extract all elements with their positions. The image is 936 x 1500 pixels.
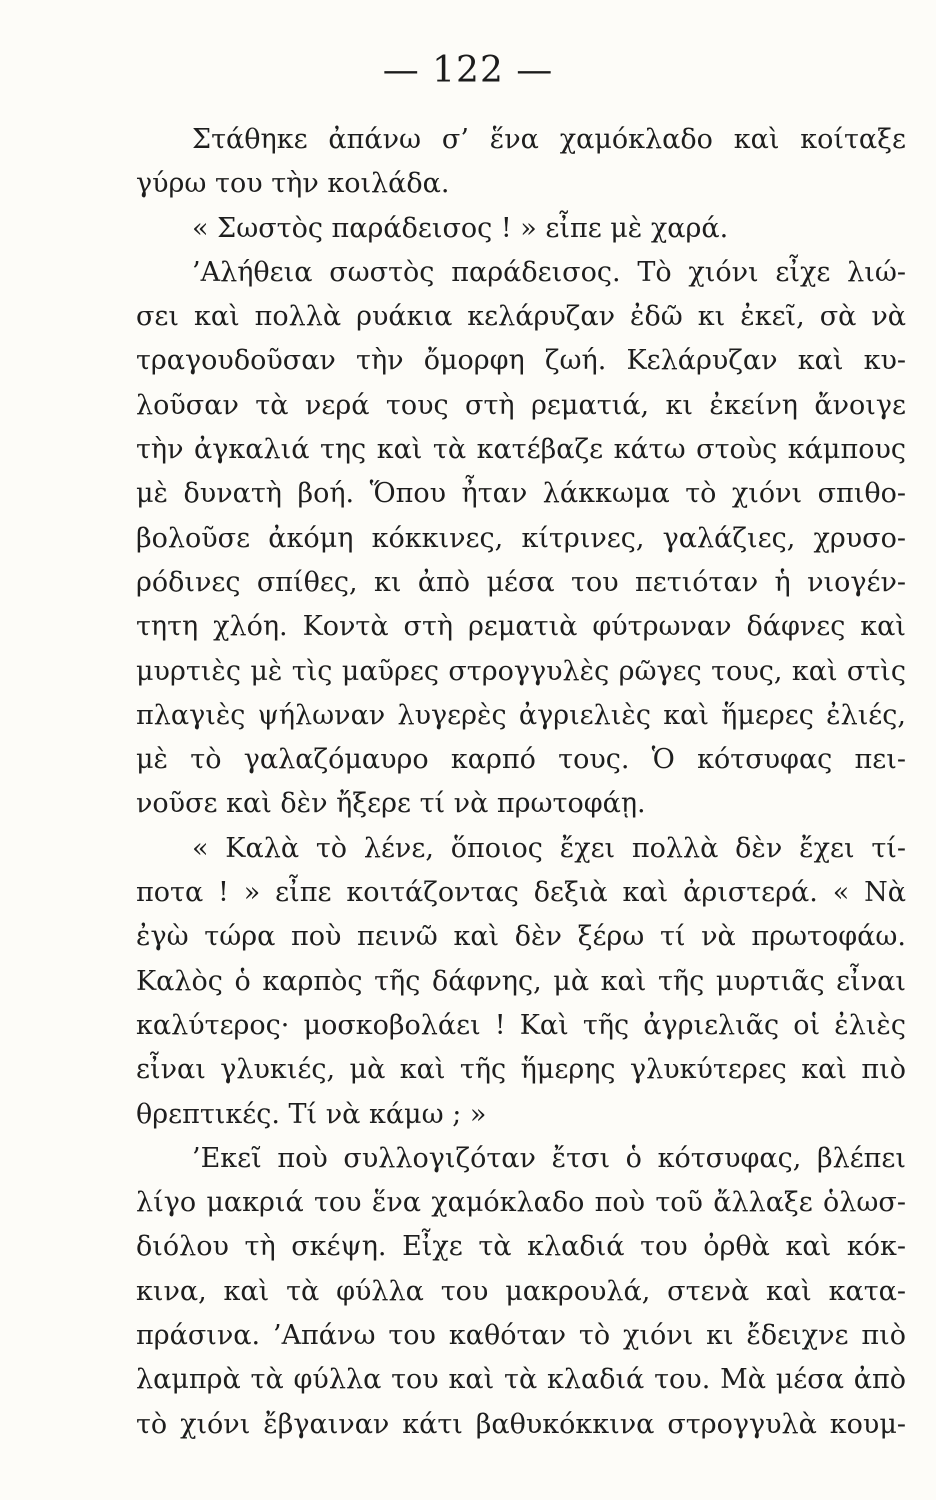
text-line: ’Αλήθεια σωστὸς παράδεισος. Τὸ χιόνι εἶχε λιώ- (192, 256, 906, 288)
text-line: θρεπτικές. Τί νὰ κάμω ; » (136, 1098, 487, 1130)
text-line: ’Εκεῖ ποὺ συλλογιζόταν ἔτσι ὁ κότσυφας, βλέπει (192, 1142, 906, 1174)
text-line: βολοῦσε ἀκόμη κόκκινες, κίτρινες, γαλάζιες, χρυσο- (136, 522, 906, 554)
text-line: λαμπρὰ τὰ φύλλα του καὶ τὰ κλαδιά του. Μὰ μέσα ἀπὸ (136, 1364, 906, 1396)
page-number: — 122 — (382, 50, 554, 91)
text-line: καλύτερος· μοσκοβολάει ! Καὶ τῆς ἀγριελιᾶς οἱ ἐλιὲς (136, 1009, 906, 1041)
text-line: « Σωστὸς παράδεισος ! » εἶπε μὲ χαρά. (192, 212, 729, 244)
text-line: διόλου τὴ σκέψη. Εἶχε τὰ κλαδιά του ὀρθὰ καὶ κόκ- (136, 1231, 906, 1263)
text-line: λίγο μακριά του ἕνα χαμόκλαδο ποὺ τοῦ ἄλλαξε ὁλωσ- (136, 1187, 906, 1219)
text-line: τραγουδοῦσαν τὴν ὄμορφη ζωή. Κελάρυζαν καὶ κυ- (136, 345, 906, 377)
text-line: Καλὸς ὁ καρπὸς τῆς δάφνης, μὰ καὶ τῆς μυρτιᾶς εἶναι (136, 965, 906, 997)
text-line: τητη χλόη. Κοντὰ στὴ ρεματιὰ φύτρωναν δάφνες καὶ (136, 611, 906, 643)
text-line: μὲ τὸ γαλαζόμαυρο καρπό τους. Ὁ κότσυφας πει- (136, 744, 906, 776)
text-line: « Καλὰ τὸ λένε, ὅποιος ἔχει πολλὰ δὲν ἔχει τί- (192, 832, 906, 864)
text-line: γύρω του τὴν κοιλάδα. (136, 168, 450, 200)
text-line: σει καὶ πολλὰ ρυάκια κελάρυζαν ἐδῶ κι ἐκεῖ, σὰ νὰ (136, 301, 906, 333)
text-line: νοῦσε καὶ δὲν ἤξερε τί νὰ πρωτοφάῃ. (136, 788, 646, 820)
text-line: κινα, καὶ τὰ φύλλα του μακρουλά, στενὰ καὶ κατα- (136, 1275, 906, 1307)
text-line: πράσινα. ’Απάνω του καθόταν τὸ χιόνι κι ἔδειχνε πιὸ (136, 1320, 906, 1352)
text-line: τὸ χιόνι ἔβγαιναν κάτι βαθυκόκκινα στρογγυλὰ κουμ- (136, 1408, 906, 1440)
text-line: ποτα ! » εἶπε κοιτάζοντας δεξιὰ καὶ ἀριστερά. « Νὰ (136, 877, 906, 909)
text-line: ρόδινες σπίθες, κι ἀπὸ μέσα του πετιόταν ἡ νιογέν- (136, 566, 906, 598)
text-line: μὲ δυνατὴ βοή. Ὅπου ἦταν λάκκωμα τὸ χιόνι σπιθο- (136, 478, 906, 510)
text-line: τὴν ἀγκαλιά της καὶ τὰ κατέβαζε κάτω στοὺς κάμπους (136, 434, 906, 466)
text-line: πλαγιὲς ψήλωναν λυγερὲς ἀγριελιὲς καὶ ἥμερες ἐλιές, (136, 699, 906, 731)
body-text (136, 118, 906, 1447)
text-line: μυρτιὲς μὲ τὶς μαῦρες στρογγυλὲς ρῶγες τους, καὶ στὶς (136, 655, 906, 687)
text-line: ἐγὼ τώρα ποὺ πεινῶ καὶ δὲν ξέρω τί νὰ πρωτοφάω. (136, 921, 906, 953)
text-line: Στάθηκε ἀπάνω σ’ ἕνα χαμόκλαδο καὶ κοίταξε (192, 124, 906, 155)
text-line: εἶναι γλυκιές, μὰ καὶ τῆς ἥμερης γλυκύτερες καὶ πιὸ (136, 1054, 906, 1086)
text-line: λοῦσαν τὰ νερά τους στὴ ρεματιά, κι ἐκείνη ἄνοιγε (136, 389, 906, 421)
